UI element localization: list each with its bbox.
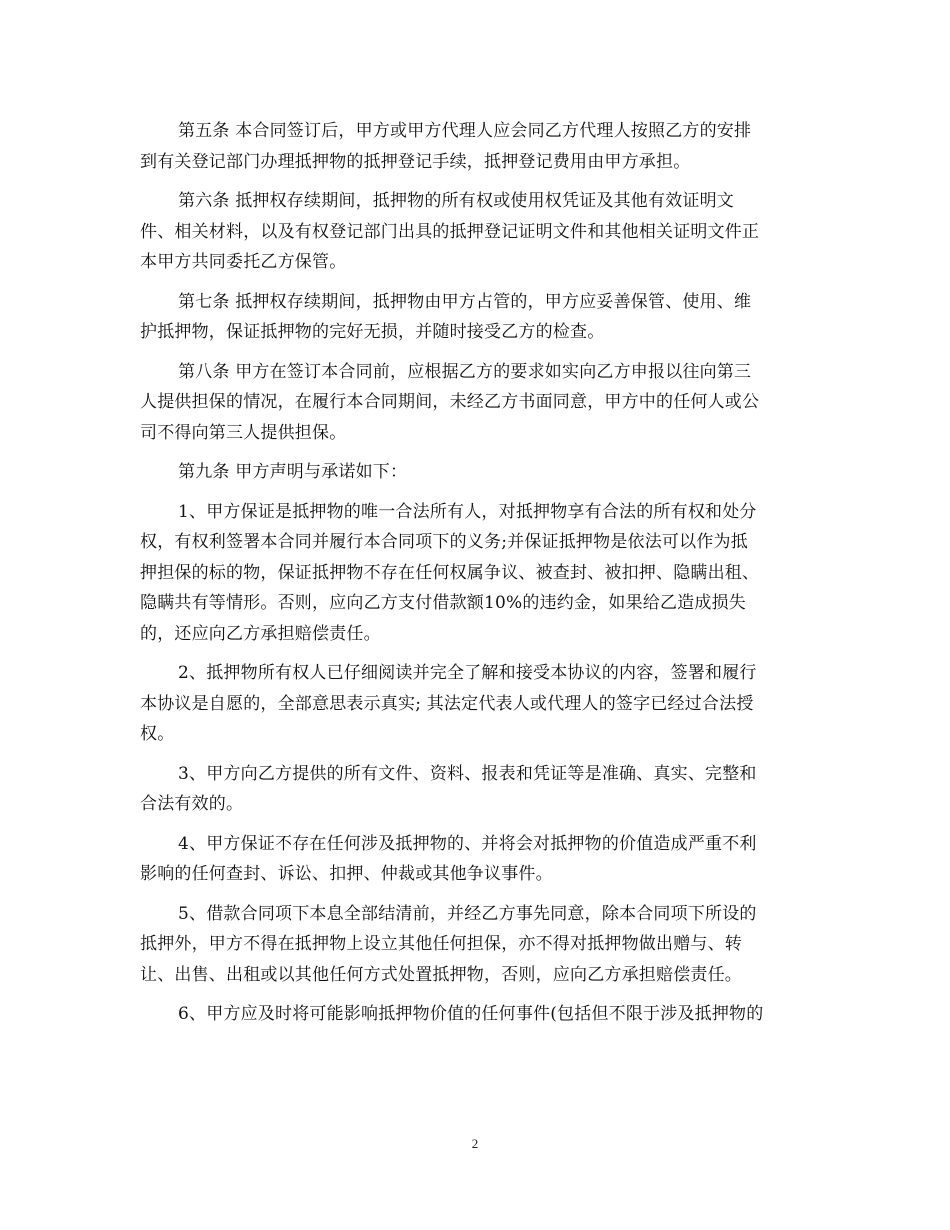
text-line: 押担保的标的物，保证抵押物不存在任何权属争议、被查封、被扣押、隐瞒出租、 xyxy=(140,562,760,583)
paragraph-article-5 xyxy=(140,116,812,177)
paragraph-clause-5 xyxy=(140,899,812,991)
text-line: 让、出售、出租或以其他任何方式处置抵押物，否则，应向乙方承担赔偿责任。 xyxy=(140,964,742,985)
text-line: 3、甲方向乙方提供的所有文件、资料、报表和凭证等是准确、真实、完整和 xyxy=(178,763,757,784)
text-line: 合法有效的。 xyxy=(140,794,244,814)
text-line: 1、甲方保证是抵押物的唯一合法所有人，对抵押物享有合法的所有权和处分 xyxy=(178,501,757,522)
text-line: 影响的任何查封、诉讼、扣押、仲裁或其他争议事件。 xyxy=(140,864,553,884)
text-line: 第六条 抵押权存续期间，抵押物的所有权或使用权凭证及其他有效证明文 xyxy=(178,191,735,211)
text-line: 2、抵押物所有权人已仔细阅读并完全了解和接受本协议的内容，签署和履行 xyxy=(178,663,757,683)
text-line: 权。 xyxy=(140,724,175,744)
text-line: 第七条 抵押权存续期间，抵押物由甲方占管的，甲方应妥善保管、使用、维 xyxy=(178,291,752,312)
text-line: 件、相关材料，以及有权登记部门出具的抵押登记证明文件和其他相关证明文件正 xyxy=(140,221,760,242)
paragraph-article-7 xyxy=(140,287,812,348)
text-line: 6、甲方应及时将可能影响抵押物价值的任何事件(包括但不限于涉及抵押物的 xyxy=(178,1004,764,1024)
text-line: 本协议是自愿的，全部意思表示真实; 其法定代表人或代理人的签字已经过合法授 xyxy=(140,693,754,714)
paragraph-clause-3 xyxy=(140,759,812,820)
paragraph-clause-6 xyxy=(140,999,812,1030)
paragraph-article-9 xyxy=(140,457,812,488)
text-line: 本甲方共同委托乙方保管。 xyxy=(140,252,347,272)
text-line: 护抵押物，保证抵押物的完好无损，并随时接受乙方的检查。 xyxy=(140,322,605,342)
text-line: 隐瞒共有等情形。否则，应向乙方支付借款额10%的违约金，如果给乙造成损失 xyxy=(140,593,746,613)
paragraph-clause-4 xyxy=(140,829,812,890)
text-line: 抵押外，甲方不得在抵押物上设立其他任何担保，亦不得对抵押物做出赠与、转 xyxy=(140,934,742,954)
document-body xyxy=(140,116,812,1030)
text-line: 权，有权利签署本合同并履行本合同项下的义务;并保证抵押物是依法可以作为抵 xyxy=(140,532,748,552)
page-number: 2 xyxy=(471,1136,479,1151)
text-line: 5、借款合同项下本息全部结清前，并经乙方事先同意，除本合同项下所设的 xyxy=(178,903,757,924)
paragraph-article-8 xyxy=(140,357,812,449)
paragraph-article-6 xyxy=(140,186,812,278)
text-line: 的，还应向乙方承担赔偿责任。 xyxy=(140,623,381,644)
paragraph-clause-1 xyxy=(140,497,812,650)
text-line: 司不得向第三人提供担保。 xyxy=(140,422,347,443)
text-line: 人提供担保的情况，在履行本合同期间，未经乙方书面同意，甲方中的任何人或公 xyxy=(140,392,760,412)
text-line: 第九条 甲方声明与承诺如下： xyxy=(178,462,408,482)
text-line: 4、甲方保证不存在任何涉及抵押物的、并将会对抵押物的价值造成严重不利 xyxy=(178,833,757,854)
text-line: 到有关登记部门办理抵押物的抵押登记手续，抵押登记费用由甲方承担。 xyxy=(140,151,691,172)
text-line: 第五条 本合同签订后，甲方或甲方代理人应会同乙方代理人按照乙方的安排 xyxy=(178,121,752,141)
text-line: 第八条 甲方在签订本合同前，应根据乙方的要求如实向乙方申报以往向第三 xyxy=(178,361,752,382)
paragraph-clause-2 xyxy=(140,658,812,750)
